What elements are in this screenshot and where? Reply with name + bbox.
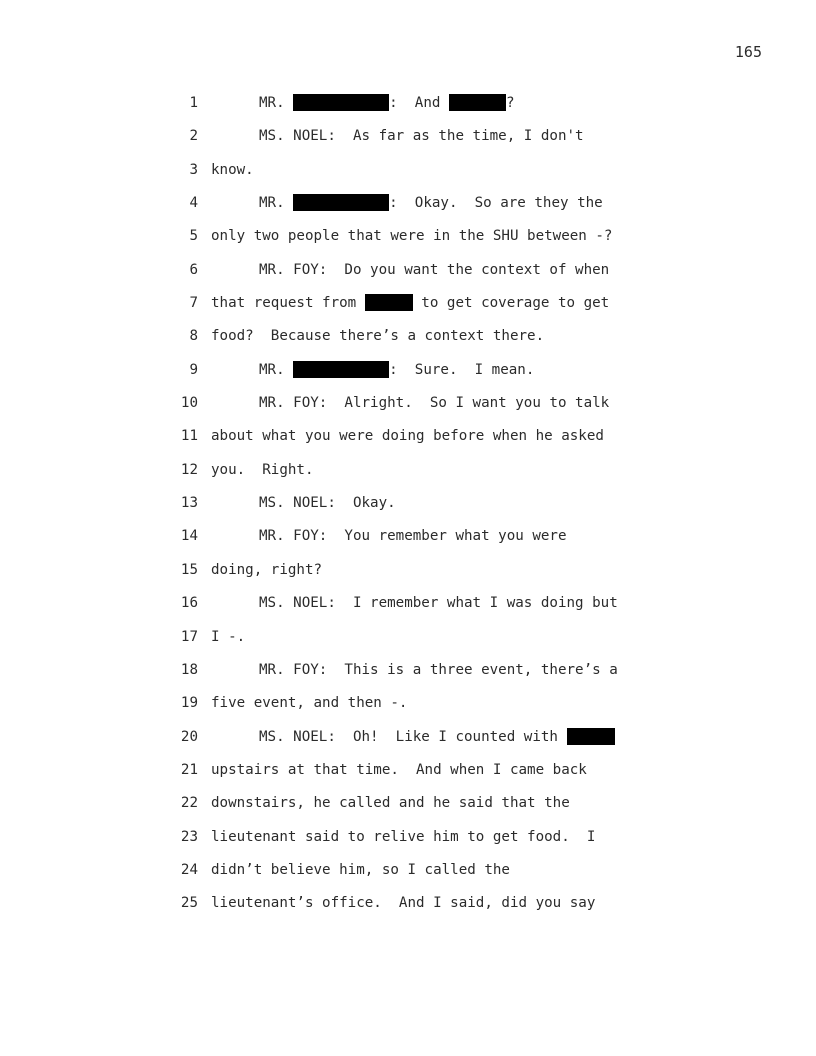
text-segment: downstairs, he called and he said that the (211, 795, 570, 812)
text-segment: about what you were doing before when he asked (211, 428, 604, 445)
text-segment: : Sure. I mean. (389, 361, 535, 378)
line-number: 14 (180, 528, 198, 545)
transcript-line (0, 427, 816, 460)
text-segment: : Okay. So are they the (389, 195, 603, 212)
line-text (211, 894, 595, 912)
line-number: 17 (180, 628, 198, 645)
text-segment: MR. FOY: Do you want the context of when (259, 261, 610, 278)
line-number: 2 (189, 128, 198, 145)
line-number: 8 (189, 328, 198, 345)
line-number: 18 (180, 661, 198, 678)
line-text (259, 527, 567, 545)
transcript-line (0, 127, 816, 160)
line-number: 5 (189, 228, 198, 245)
line-text (259, 194, 603, 212)
line-number: 10 (180, 395, 198, 412)
page-number: 165 (734, 43, 762, 61)
line-text (259, 361, 534, 379)
line-text (211, 227, 612, 245)
text-segment: five event, and then -. (211, 695, 408, 712)
line-number: 3 (189, 161, 198, 178)
transcript-line (0, 161, 816, 194)
transcript-line (0, 794, 816, 827)
text-segment: to get coverage to get (412, 295, 610, 312)
text-segment: know. (211, 161, 254, 178)
redaction-block (293, 194, 389, 211)
transcript-line (0, 261, 816, 294)
text-segment: MR. (259, 361, 294, 378)
line-number: 6 (189, 261, 198, 278)
transcript-line (0, 728, 816, 761)
text-segment: food? Because there’s a context there. (211, 328, 545, 345)
transcript-line (0, 761, 816, 794)
text-segment: only two people that were in the SHU between -? (211, 228, 613, 245)
line-text (259, 494, 396, 512)
redaction-block (449, 94, 506, 111)
transcript-line (0, 227, 816, 260)
line-text (211, 861, 510, 879)
text-segment: didn’t believe him, so I called the (211, 861, 510, 878)
line-text (259, 728, 615, 746)
redaction-block (293, 94, 389, 111)
line-text (211, 161, 254, 179)
transcript-line (0, 594, 816, 627)
line-number: 12 (180, 461, 198, 478)
line-text (211, 461, 314, 479)
line-text (259, 127, 584, 145)
text-segment: MS. NOEL: Oh! Like I counted with (259, 728, 567, 745)
transcript-line (0, 894, 816, 927)
line-text (259, 594, 618, 612)
text-segment: MR. FOY: You remember what you were (259, 528, 567, 545)
text-segment: : And (389, 95, 449, 111)
transcript-line (0, 628, 816, 661)
line-number: 1 (189, 95, 198, 111)
line-text (211, 694, 407, 712)
transcript-line (0, 828, 816, 861)
text-segment: MR. FOY: This is a three event, there’s a (259, 661, 618, 678)
transcript-line (0, 661, 816, 694)
line-number: 24 (180, 861, 198, 878)
text-segment: I -. (211, 628, 246, 645)
transcript-line (0, 294, 816, 327)
text-segment: you. Right. (211, 461, 314, 478)
text-segment: MR. FOY: Alright. So I want you to talk (259, 395, 610, 412)
line-text (259, 94, 515, 112)
line-text (211, 561, 322, 579)
line-number: 4 (189, 195, 198, 212)
transcript-line (0, 527, 816, 560)
text-segment: that request from (211, 295, 365, 312)
line-number: 23 (180, 828, 198, 845)
redaction-block (293, 361, 389, 378)
text-segment: MS. NOEL: Okay. (259, 495, 396, 512)
transcript-line (0, 327, 816, 360)
line-text (259, 394, 609, 412)
line-number: 25 (180, 895, 198, 912)
line-text (211, 628, 245, 646)
line-number: 20 (180, 728, 198, 745)
line-text (211, 294, 609, 312)
line-number: 13 (180, 495, 198, 512)
transcript-line (0, 494, 816, 527)
text-segment: ? (505, 95, 515, 111)
transcript-line (0, 194, 816, 227)
text-segment: MS. NOEL: As far as the time, I don't (259, 128, 584, 145)
line-number: 11 (180, 428, 198, 445)
transcript-line (0, 94, 816, 127)
transcript-line (0, 394, 816, 427)
line-text (259, 661, 618, 679)
line-number: 22 (180, 795, 198, 812)
line-text (211, 828, 595, 846)
line-text (259, 261, 609, 279)
transcript-line (0, 461, 816, 494)
line-number: 19 (180, 695, 198, 712)
line-number: 7 (189, 295, 198, 312)
transcript-line (0, 361, 816, 394)
transcript-line (0, 694, 816, 727)
line-text (211, 761, 587, 779)
text-segment: doing, right? (211, 561, 323, 578)
text-segment: MR. (259, 195, 294, 212)
line-text (211, 794, 570, 812)
redaction-block (365, 294, 413, 311)
line-number: 9 (189, 361, 198, 378)
text-segment: lieutenant’s office. And I said, did you say (211, 895, 596, 912)
line-number: 16 (180, 595, 198, 612)
text-segment: upstairs at that time. And when I came back (211, 761, 587, 778)
line-text (211, 327, 544, 345)
transcript-line (0, 861, 816, 894)
line-number: 15 (180, 561, 198, 578)
line-number: 21 (180, 761, 198, 778)
transcript-body (0, 94, 816, 928)
transcript-line (0, 561, 816, 594)
line-text (211, 427, 604, 445)
text-segment: MS. NOEL: I remember what I was doing but (259, 595, 618, 612)
text-segment: lieutenant said to relive him to get food. I (211, 828, 596, 845)
redaction-block (567, 728, 615, 745)
text-segment: MR. (259, 95, 294, 111)
